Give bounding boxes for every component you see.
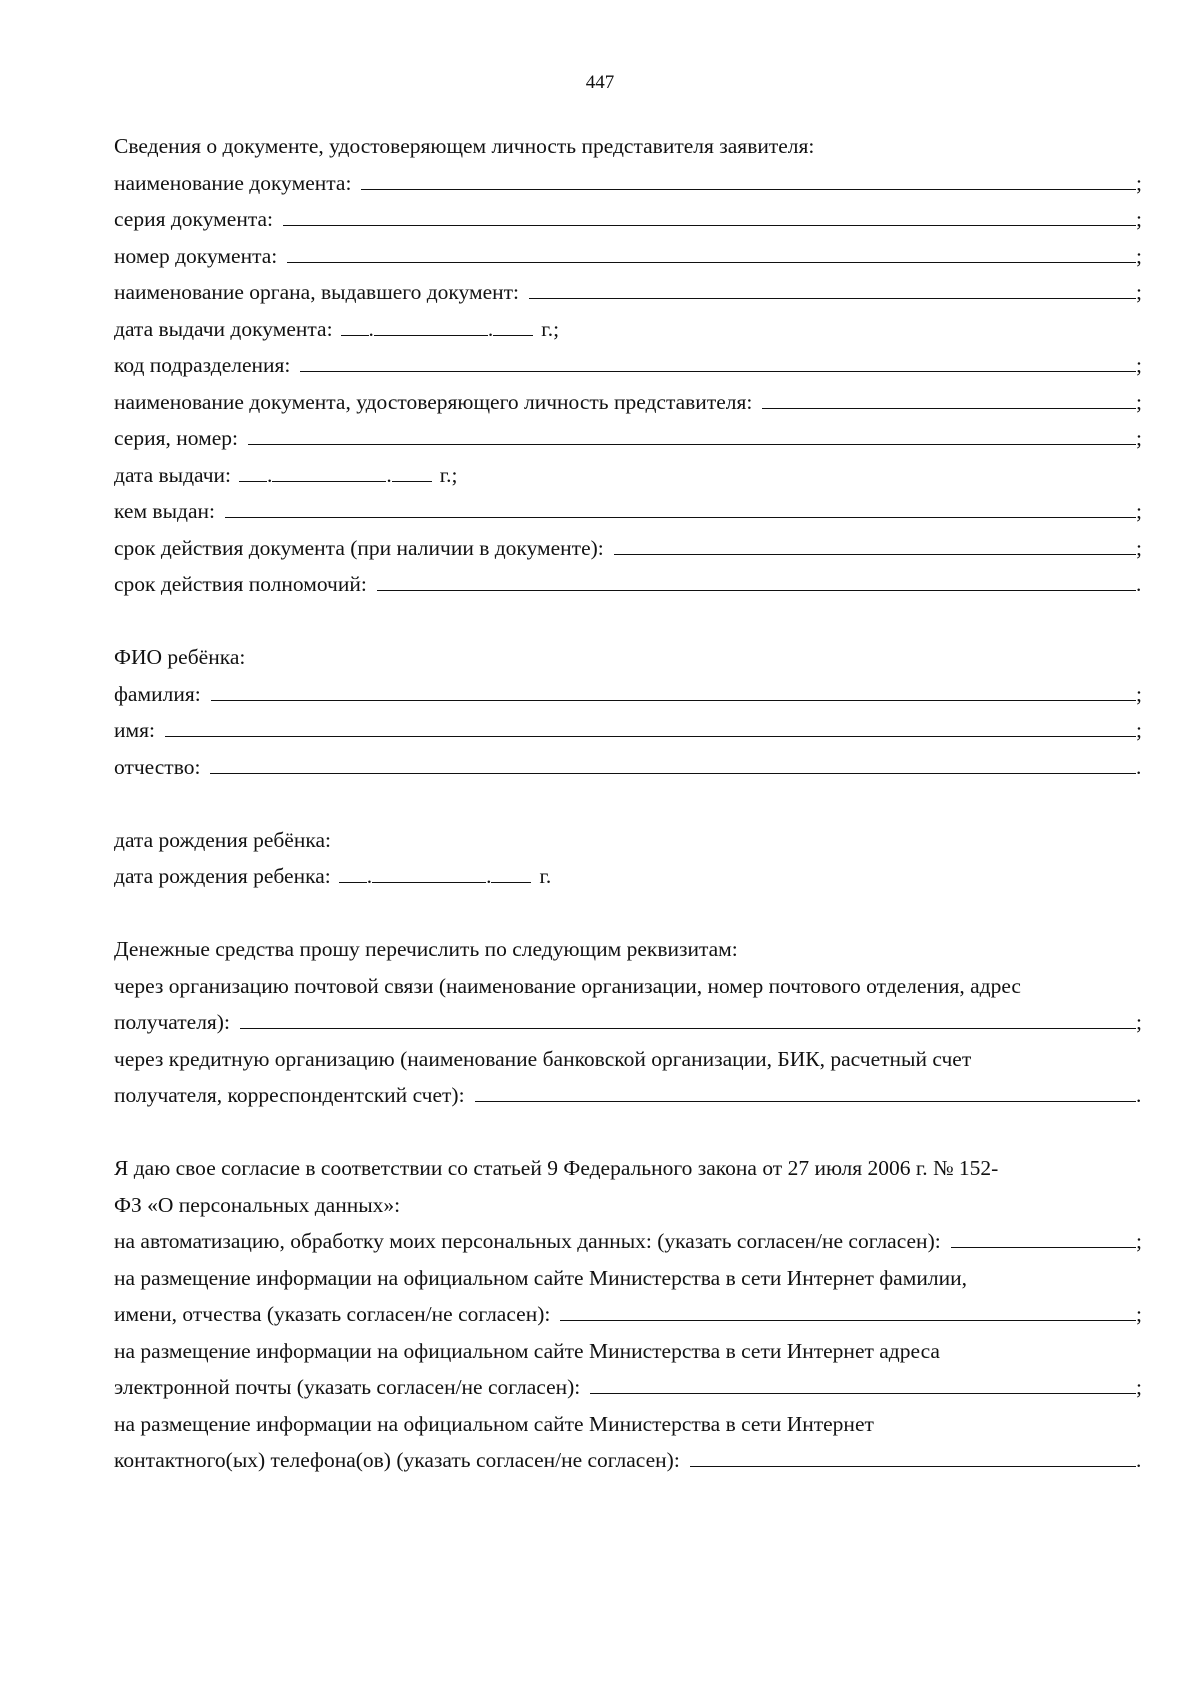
fio-consent-field[interactable] (560, 1298, 1136, 1321)
issued-on-row: дата выдачи: . . г.; (114, 457, 1146, 494)
name-row: имя: ; (114, 712, 1146, 749)
series-number-row: серия, номер: ; (114, 420, 1146, 457)
issued-on-day-field[interactable] (239, 459, 267, 482)
dept-code-row: код подразделения: ; (114, 347, 1146, 384)
bank-field[interactable] (475, 1079, 1136, 1102)
authority-term-label: срок действия полномочий: (114, 572, 367, 596)
consent-intro-line2: ФЗ «О персональных данных»: (114, 1192, 401, 1217)
series-number-field[interactable] (248, 422, 1136, 445)
validity-row: срок действия документа (при наличии в документе): ; (114, 530, 1146, 567)
automation-row: на автоматизацию, обработку моих персональных данных: (указать согласен/не согласен): ; (114, 1223, 1146, 1260)
surname-label: фамилия: (114, 681, 201, 706)
bank-line1: через кредитную организацию (наименование банковской организации, БИК, расчетный счет (114, 1046, 972, 1071)
series-field[interactable] (283, 203, 1136, 226)
phone-consent-row: контактного(ых) телефона(ов) (указать согласен/не согласен): . (114, 1442, 1146, 1479)
email-consent-label: электронной почты (указать согласен/не согласен): (114, 1375, 581, 1399)
fio-consent-line1: на размещение информации на официальном сайте Министерства в сети Интернет фамилии, (114, 1265, 967, 1290)
number-label: номер документа: (114, 243, 278, 268)
issue-month-field[interactable] (374, 313, 488, 336)
surname-row: фамилия: ; (114, 676, 1146, 713)
issuer-label: наименование органа, выдавшего документ: (114, 280, 520, 304)
phone-consent-line1: на размещение информации на официальном сайте Министерства в сети Интернет (114, 1411, 874, 1436)
patronymic-label: отчество: (114, 754, 201, 779)
name-label: имя: (114, 718, 155, 742)
post-field[interactable] (240, 1006, 1136, 1029)
email-consent-line1: на размещение информации на официальном сайте Министерства в сети Интернет адреса (114, 1338, 940, 1363)
name-field[interactable] (165, 714, 1136, 737)
payment-heading: Денежные средства прошу перечислить по следующим реквизитам: (114, 937, 738, 961)
post-label: получателя): (114, 1010, 230, 1034)
patronymic-field[interactable] (210, 751, 1136, 774)
issued-on-month-field[interactable] (272, 459, 386, 482)
birth-year-field[interactable] (491, 860, 531, 883)
post-row: получателя): ; (114, 1004, 1146, 1041)
child-birth-label: дата рождения ребенка: (114, 864, 331, 888)
issued-by-label: кем выдан: (114, 499, 215, 523)
bank-label: получателя, корреспондентский счет): (114, 1083, 465, 1107)
issuer-row: наименование органа, выдавшего документ: ; (114, 274, 1146, 311)
post-line1: через организацию почтовой связи (наименование организации, номер почтового отделения, адрес (114, 973, 1021, 998)
rep-id-doc-row: наименование документа, удостоверяющего личность представителя: ; (114, 384, 1146, 421)
automation-label: на автоматизацию, обработку моих персональных данных: (указать согласен/не согласен): (114, 1229, 941, 1253)
issue-date-row: дата выдачи документа: . . г.; (114, 311, 1146, 348)
patronymic-row: отчество: . (114, 749, 1146, 786)
doc-name-field[interactable] (361, 167, 1136, 190)
validity-label: срок действия документа (при наличии в документе): (114, 535, 604, 560)
validity-field[interactable] (614, 532, 1136, 555)
issued-by-row: кем выдан: ; (114, 493, 1146, 530)
phone-consent-label: контактного(ых) телефона(ов) (указать согласен/не согласен): (114, 1448, 680, 1472)
consent-intro-line1: Я даю свое согласие в соответствии со статьей 9 Федерального закона от 27 июля 2006 г. № 152- (114, 1156, 999, 1180)
dept-code-field[interactable] (300, 349, 1136, 372)
issued-on-year-field[interactable] (392, 459, 432, 482)
series-label: серия документа: (114, 207, 273, 231)
number-row: номер документа: ; (114, 238, 1146, 275)
automation-field[interactable] (951, 1225, 1136, 1248)
doc-name-row: наименование документа: ; (114, 165, 1146, 202)
page-number: 447 (585, 72, 615, 93)
issued-on-label: дата выдачи: (114, 462, 232, 487)
bank-row: получателя, корреспондентский счет): . (114, 1077, 1146, 1114)
rep-doc-heading: Сведения о документе, удостоверяющем личность представителя заявителя: (114, 134, 815, 158)
child-name-heading: ФИО ребёнка: (114, 645, 246, 669)
issuer-field[interactable] (529, 276, 1136, 299)
issue-date-label: дата выдачи документа: (114, 316, 333, 341)
child-birth-row: дата рождения ребенка: . . г. (114, 858, 1146, 895)
email-consent-row: электронной почты (указать согласен/не согласен): ; (114, 1369, 1146, 1406)
authority-term-row: срок действия полномочий: . (114, 566, 1146, 603)
issued-by-field[interactable] (225, 495, 1136, 518)
birth-day-field[interactable] (339, 860, 367, 883)
phone-consent-field[interactable] (690, 1444, 1136, 1467)
rep-id-doc-label: наименование документа, удостоверяющего личность представителя: (114, 389, 753, 414)
birth-month-field[interactable] (372, 860, 486, 883)
issue-year-field[interactable] (493, 313, 533, 336)
child-birth-heading: дата рождения ребёнка: (114, 827, 331, 852)
form-content (114, 128, 1146, 1479)
authority-term-field[interactable] (377, 568, 1136, 591)
series-number-label: серия, номер: (114, 426, 238, 450)
number-field[interactable] (287, 240, 1136, 263)
doc-name-label: наименование документа: (114, 170, 352, 195)
issue-day-field[interactable] (341, 313, 369, 336)
fio-consent-row: имени, отчества (указать согласен/не согласен): ; (114, 1296, 1146, 1333)
email-consent-field[interactable] (590, 1371, 1136, 1394)
fio-consent-label: имени, отчества (указать согласен/не согласен): (114, 1302, 551, 1326)
rep-id-doc-field[interactable] (762, 386, 1136, 409)
surname-field[interactable] (211, 678, 1136, 701)
dept-code-label: код подразделения: (114, 353, 291, 377)
series-row: серия документа: ; (114, 201, 1146, 238)
